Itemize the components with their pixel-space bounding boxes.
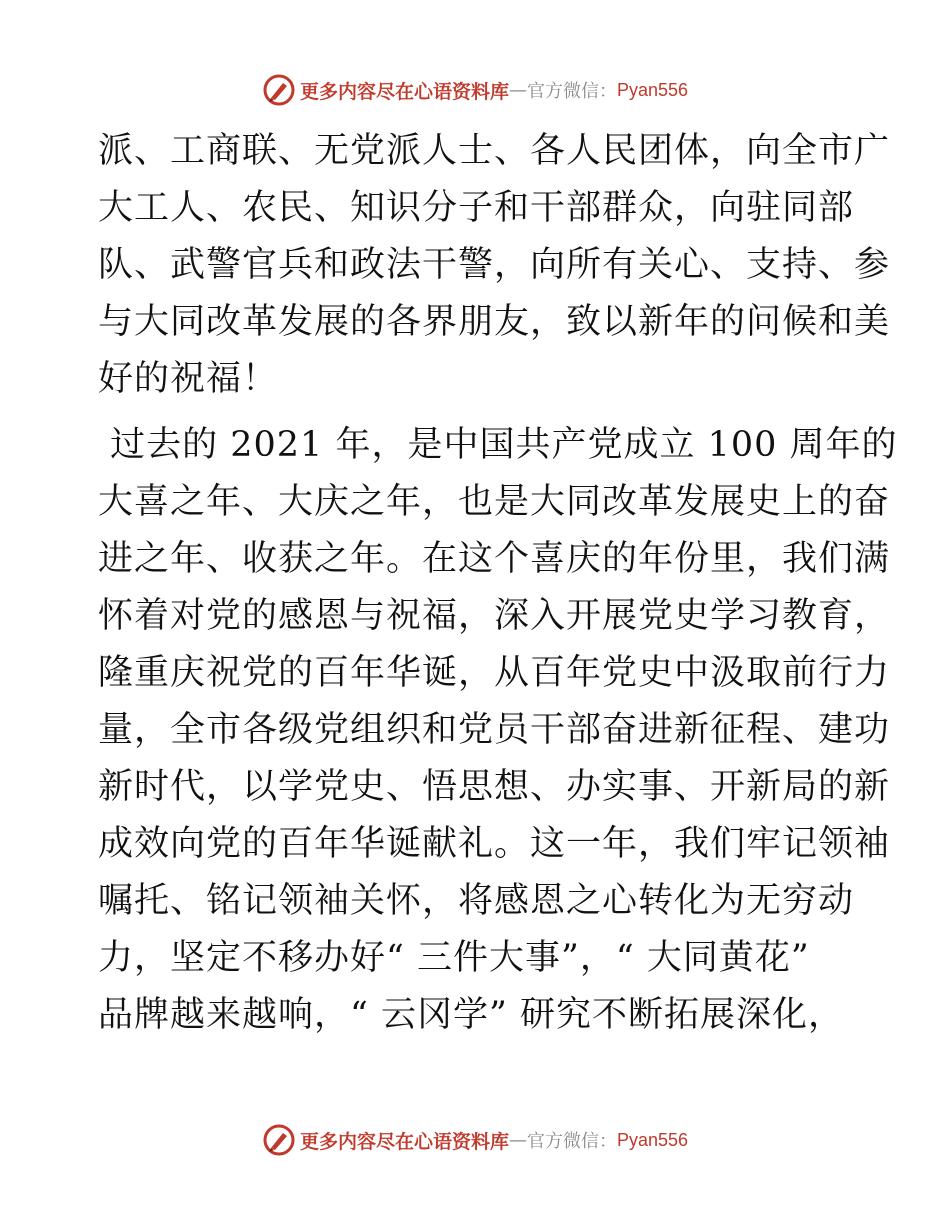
text-line: 好的祝福！ — [98, 359, 279, 399]
document-body — [98, 123, 898, 1044]
watermark-separator: — — [508, 1129, 527, 1151]
text-line: 大喜之年、大庆之年，也是大同改革发展史上的奋 — [98, 482, 891, 522]
watermark-text: 更多内容尽在心语资料库 — [299, 80, 509, 103]
text-line: 隆重庆祝党的百年华诞，从百年党史中汲取前行力 — [98, 653, 891, 693]
paragraph-spacer — [98, 408, 858, 417]
text-line: 队、武警官兵和政法干警，向所有关心、支持、参 — [98, 245, 891, 285]
text-line: 大工人、农民、知识分子和干部群众，向驻同部 — [98, 188, 855, 228]
watermark-separator: — — [508, 79, 527, 101]
paragraph-greetings — [98, 123, 891, 408]
footer-watermark — [0, 1120, 950, 1160]
pen-logo-icon — [262, 73, 296, 107]
watermark-text: 更多内容尽在心语资料库 — [299, 1130, 509, 1153]
text-line: 怀着对党的感恩与祝福，深入开展党史学习教育， — [98, 596, 891, 636]
text-line: 新时代，以学党史、悟思想、办实事、开新局的新 — [98, 767, 891, 807]
watermark-handle: Pyan556 — [616, 79, 689, 100]
text-line: 力，坚定不移办好“ 三件大事”，“ 大同黄花” — [98, 938, 810, 978]
text-line: 过去的 2021 年，是中国共产党成立 100 周年的 — [98, 425, 898, 465]
text-line: 成效向党的百年华诞献礼。这一年，我们牢记领袖 — [98, 824, 891, 864]
text-line: 派、工商联、无党派人士、各人民团体，向全市广 — [98, 131, 891, 171]
pen-logo-icon — [262, 1123, 296, 1157]
text-line: 与大同改革发展的各界朋友，致以新年的问候和美 — [98, 302, 891, 342]
text-line: 量，全市各级党组织和党员干部奋进新征程、建功 — [98, 710, 891, 750]
text-line: 品牌越来越响，“ 云冈学” 研究不断拓展深化， — [98, 995, 845, 1035]
watermark-label: 官方微信： — [526, 81, 617, 102]
text-line: 嘱托、铭记领袖关怀，将感恩之心转化为无穷动 — [98, 881, 855, 921]
text-line: 进之年、收获之年。在这个喜庆的年份里，我们满 — [98, 539, 891, 579]
paragraph-review-2021 — [98, 417, 898, 1044]
watermark-label: 官方微信： — [526, 1131, 617, 1152]
header-watermark — [0, 70, 950, 110]
watermark-handle: Pyan556 — [616, 1129, 689, 1150]
